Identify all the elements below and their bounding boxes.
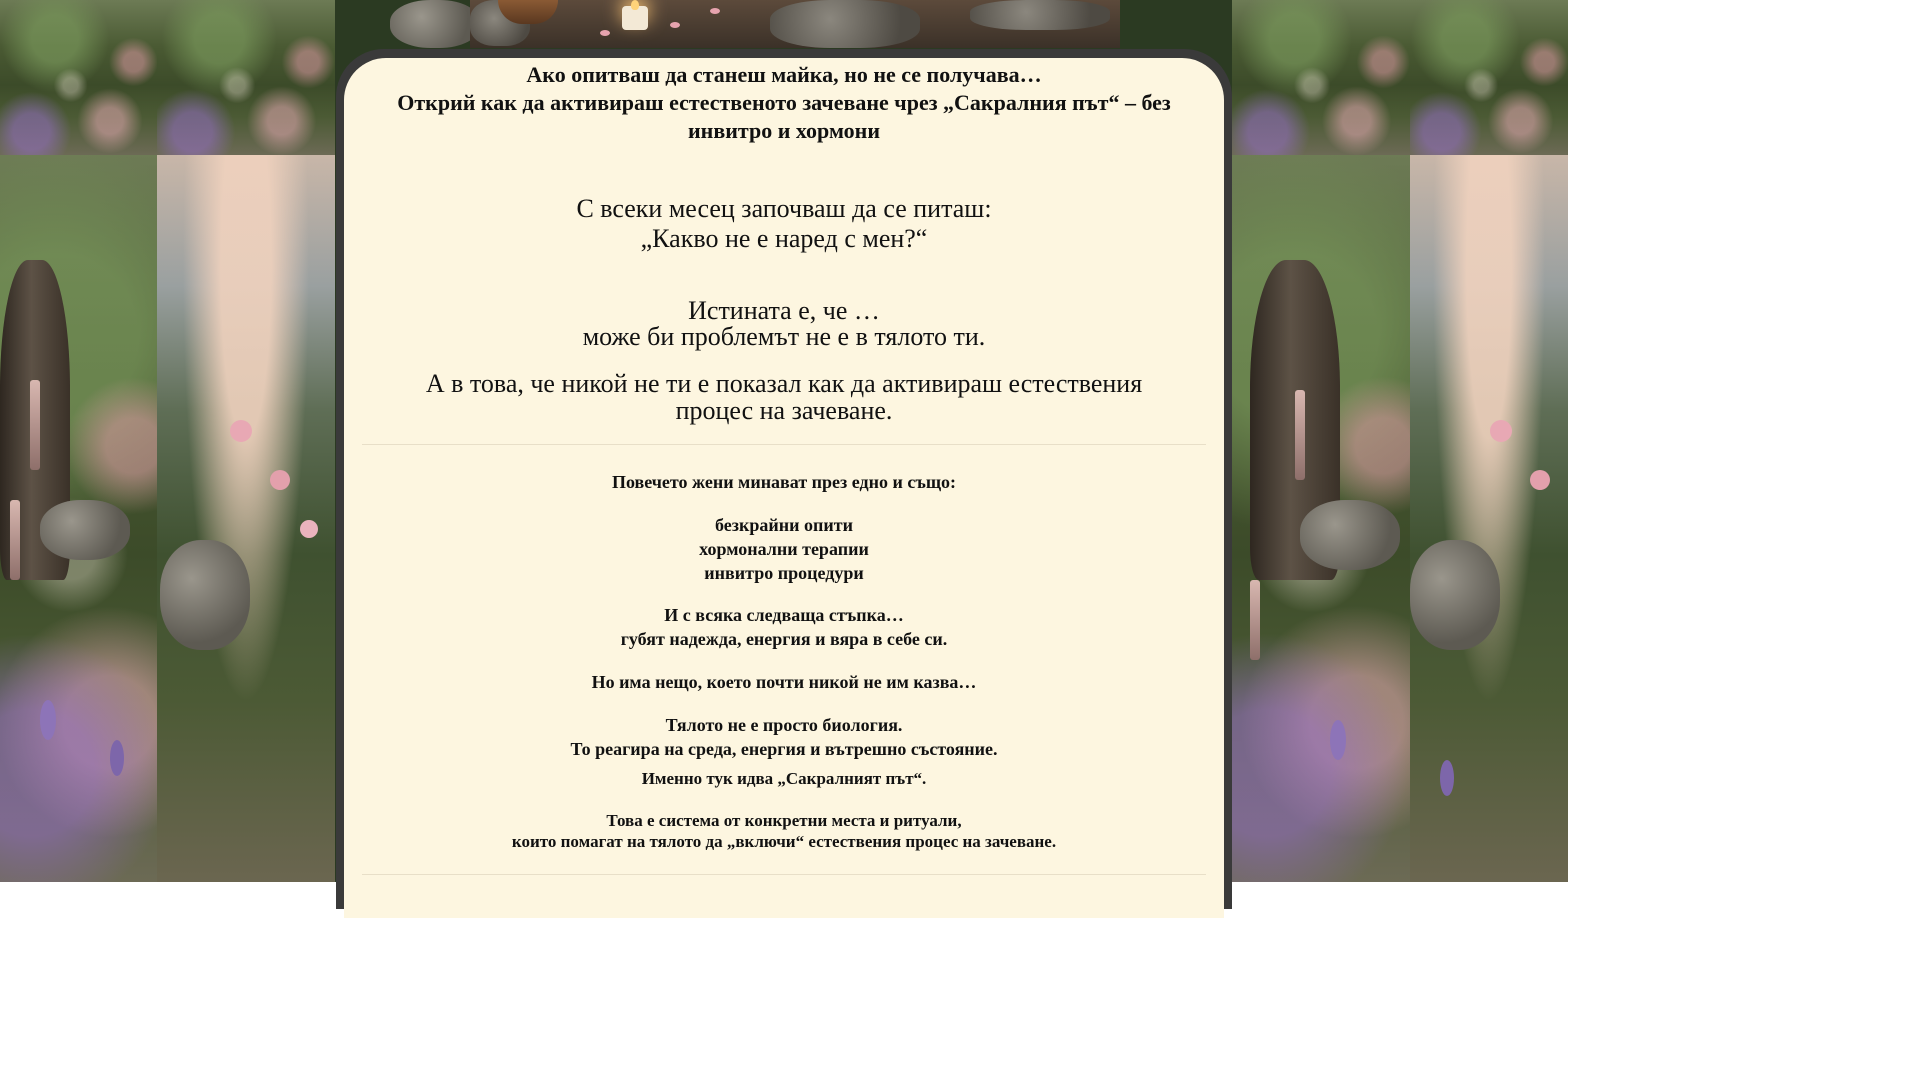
content-card	[336, 49, 1232, 909]
petal	[600, 30, 610, 36]
lavender	[1440, 760, 1454, 796]
background-tile	[1410, 155, 1568, 882]
each-step-line: губят надежда, енергия и вяра в себе си.	[620, 629, 948, 649]
background-tile	[1232, 0, 1410, 155]
rose	[1490, 420, 1512, 442]
reason-line: А в това, че никой не ти е показал как да активираш естествения	[425, 369, 1143, 398]
ribbon	[10, 500, 20, 580]
lavender	[110, 740, 124, 776]
attempts-list	[364, 513, 1204, 585]
divider	[362, 874, 1206, 875]
lavender	[1330, 720, 1346, 760]
list-item: хормонални терапии	[699, 539, 869, 559]
question-paragraph	[364, 194, 1204, 254]
content-card-inner	[344, 58, 1224, 918]
flame	[631, 0, 639, 10]
truth-line: Истината е, че …	[688, 296, 880, 325]
ribbon	[30, 380, 40, 470]
body-line: То реагира на среда, енергия и вътрешно състояние.	[570, 739, 998, 759]
reason-paragraph	[364, 370, 1204, 424]
headline-line: инвитро и хормони	[687, 118, 880, 143]
most-women-text: Повечето жени минават през едно и също:	[611, 472, 957, 492]
system-line: които помагат на тялото да „включи“ естествения процес на зачеване.	[511, 832, 1057, 851]
truth-line: може би проблемът не е в тялото ти.	[582, 322, 986, 351]
stone	[390, 0, 480, 48]
body-line: Тялото не е просто биология.	[665, 715, 903, 735]
question-line: „Какво не е наред с мен?“	[640, 224, 928, 253]
sacred-path-text: Именно тук идва „Сакралният път“.	[641, 769, 927, 788]
petal	[710, 8, 720, 14]
lavender	[40, 700, 56, 740]
truth-paragraph	[364, 298, 1204, 350]
stone	[160, 540, 250, 650]
each-step-line: И с всяка следваща стъпка…	[664, 605, 904, 625]
stone	[1410, 540, 1500, 650]
background-tile	[157, 0, 335, 155]
question-line: С всеки месец започваш да се питаш:	[576, 194, 992, 223]
rose	[1530, 470, 1550, 490]
reason-line: процес на зачеване.	[675, 396, 893, 425]
system-line: Това е система от конкретни места и ритуали,	[606, 811, 962, 830]
system-paragraph	[364, 810, 1204, 852]
headline	[368, 61, 1200, 145]
headline-line: Открий как да активираш естественото зачеване чрез „Сакралния път“ – без	[397, 90, 1171, 115]
divider	[362, 444, 1206, 445]
headline-line: Ако опитваш да станеш майка, но не се получава…	[526, 62, 1042, 87]
stone	[770, 0, 920, 48]
each-step-paragraph	[364, 603, 1204, 651]
stone	[970, 0, 1110, 30]
ribbon	[1250, 580, 1260, 660]
candle-altar	[470, 0, 1120, 48]
rose	[300, 520, 318, 538]
list-item: инвитро процедури	[704, 563, 864, 583]
stone	[1300, 500, 1400, 570]
petal	[670, 22, 680, 28]
ribbon	[1295, 390, 1305, 480]
rose	[270, 470, 290, 490]
list-item: безкрайни опити	[715, 515, 853, 535]
body-paragraph	[364, 713, 1204, 761]
rose	[230, 420, 252, 442]
background-tile	[157, 155, 335, 882]
background-tile	[0, 0, 157, 155]
stone	[40, 500, 130, 560]
background-tile	[1410, 0, 1568, 155]
nobody-tells-text: Но има нещо, което почти никой не им казва…	[591, 672, 977, 692]
